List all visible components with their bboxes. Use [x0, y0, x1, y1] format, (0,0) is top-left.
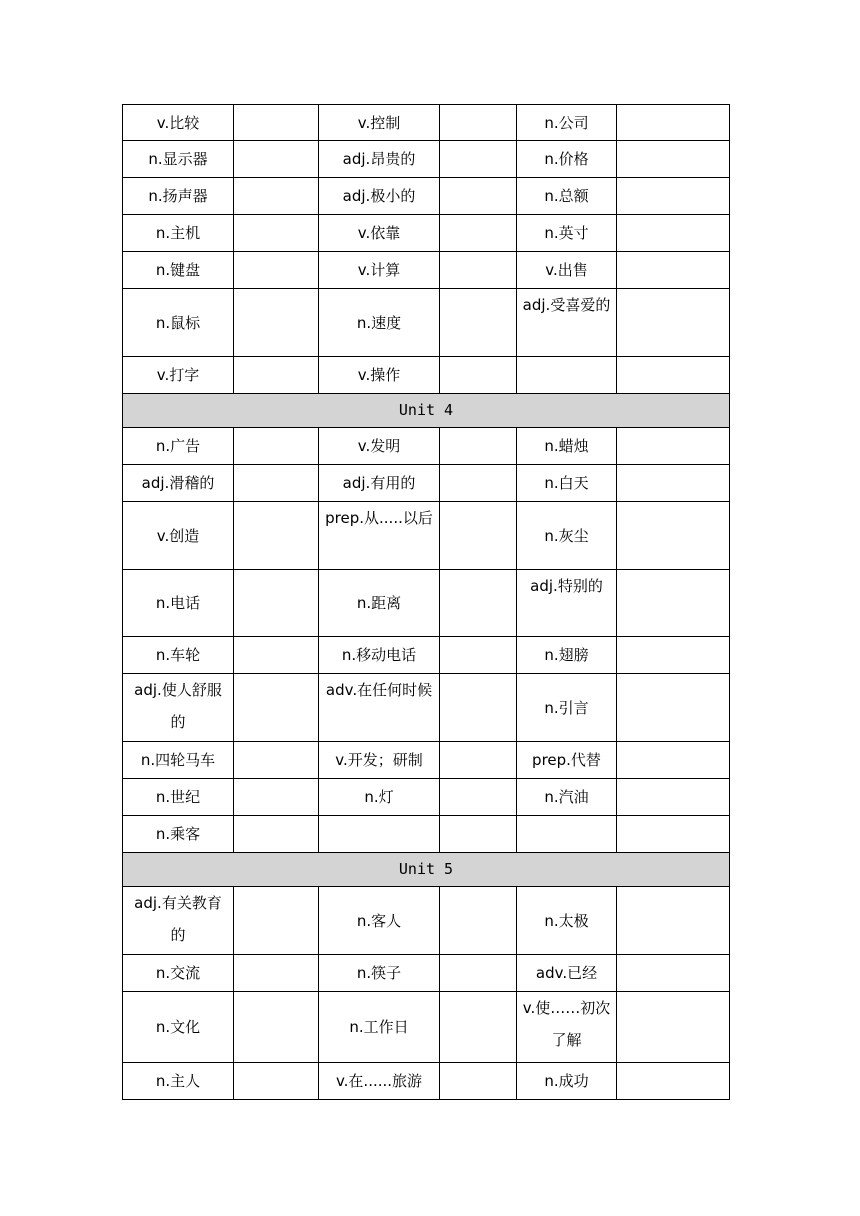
answer-blank-cell[interactable]: [234, 105, 319, 141]
word-cell: n.汽油: [517, 779, 617, 816]
answer-blank-cell[interactable]: [617, 215, 730, 252]
answer-blank-cell[interactable]: [234, 252, 319, 289]
word-cell: n.距离: [319, 570, 440, 637]
vocab-row: [123, 357, 730, 394]
unit-heading: Unit 5: [123, 853, 730, 887]
answer-blank-cell[interactable]: [440, 465, 517, 502]
answer-blank-cell[interactable]: [234, 428, 319, 465]
word-cell: v.操作: [319, 357, 440, 394]
answer-blank-cell[interactable]: [440, 674, 517, 742]
word-cell: n.文化: [123, 992, 234, 1063]
word-cell: n.蜡烛: [517, 428, 617, 465]
answer-blank-cell[interactable]: [440, 252, 517, 289]
answer-blank-cell[interactable]: [617, 141, 730, 178]
answer-blank-cell[interactable]: [234, 215, 319, 252]
answer-blank-cell[interactable]: [440, 141, 517, 178]
answer-blank-cell[interactable]: [234, 887, 319, 955]
vocab-row: [123, 742, 730, 779]
vocab-row: [123, 887, 730, 955]
word-cell: adj.滑稽的: [123, 465, 234, 502]
answer-blank-cell[interactable]: [617, 779, 730, 816]
answer-blank-cell[interactable]: [617, 742, 730, 779]
word-cell: prep.从.....以后: [319, 502, 440, 570]
word-cell: n.主人: [123, 1063, 234, 1100]
word-cell: v.在......旅游: [319, 1063, 440, 1100]
answer-blank-cell[interactable]: [440, 105, 517, 141]
answer-blank-cell[interactable]: [617, 674, 730, 742]
word-cell: n.键盘: [123, 252, 234, 289]
answer-blank-cell[interactable]: [440, 215, 517, 252]
word-cell: n.成功: [517, 1063, 617, 1100]
vocab-row: [123, 637, 730, 674]
vocab-row: [123, 289, 730, 357]
word-cell: v.打字: [123, 357, 234, 394]
answer-blank-cell[interactable]: [234, 816, 319, 853]
answer-blank-cell[interactable]: [440, 428, 517, 465]
word-cell: n.引言: [517, 674, 617, 742]
vocab-row: [123, 105, 730, 141]
answer-blank-cell[interactable]: [617, 289, 730, 357]
word-cell: v.使……初次了解: [517, 992, 617, 1063]
unit-header-row: [123, 394, 730, 428]
word-cell: v.依靠: [319, 215, 440, 252]
answer-blank-cell[interactable]: [440, 816, 517, 853]
vocab-row: [123, 570, 730, 637]
word-cell: n.显示器: [123, 141, 234, 178]
answer-blank-cell[interactable]: [617, 570, 730, 637]
word-cell: n.白天: [517, 465, 617, 502]
answer-blank-cell[interactable]: [617, 637, 730, 674]
word-cell: adj.极小的: [319, 178, 440, 215]
answer-blank-cell[interactable]: [617, 105, 730, 141]
answer-blank-cell[interactable]: [617, 502, 730, 570]
vocab-row: [123, 992, 730, 1063]
answer-blank-cell[interactable]: [440, 357, 517, 394]
word-cell: n.英寸: [517, 215, 617, 252]
vocab-row: [123, 465, 730, 502]
answer-blank-cell[interactable]: [440, 1063, 517, 1100]
answer-blank-cell[interactable]: [617, 1063, 730, 1100]
word-cell: adv.已经: [517, 955, 617, 992]
vocab-row: [123, 779, 730, 816]
vocabulary-table: [122, 104, 730, 1100]
answer-blank-cell[interactable]: [440, 955, 517, 992]
word-cell: n.灰尘: [517, 502, 617, 570]
vocab-row: [123, 1063, 730, 1100]
answer-blank-cell[interactable]: [234, 570, 319, 637]
word-cell: n.交流: [123, 955, 234, 992]
word-cell: n.总额: [517, 178, 617, 215]
word-cell: n.灯: [319, 779, 440, 816]
answer-blank-cell[interactable]: [617, 955, 730, 992]
word-cell: n.太极: [517, 887, 617, 955]
answer-blank-cell[interactable]: [440, 502, 517, 570]
unit-header-row: [123, 853, 730, 887]
word-cell: n.电话: [123, 570, 234, 637]
answer-blank-cell[interactable]: [234, 502, 319, 570]
answer-blank-cell[interactable]: [234, 141, 319, 178]
word-cell: n.速度: [319, 289, 440, 357]
word-cell: v.计算: [319, 252, 440, 289]
answer-blank-cell[interactable]: [440, 637, 517, 674]
vocab-row: [123, 502, 730, 570]
word-cell: v.创造: [123, 502, 234, 570]
word-cell: n.鼠标: [123, 289, 234, 357]
word-cell: n.扬声器: [123, 178, 234, 215]
word-cell: prep.代替: [517, 742, 617, 779]
word-cell: adj.有关教育的: [123, 887, 234, 955]
word-cell: n.工作日: [319, 992, 440, 1063]
word-cell: v.控制: [319, 105, 440, 141]
answer-blank-cell[interactable]: [440, 992, 517, 1063]
word-cell: n.筷子: [319, 955, 440, 992]
answer-blank-cell[interactable]: [234, 1063, 319, 1100]
vocab-row: [123, 428, 730, 465]
word-cell: v.出售: [517, 252, 617, 289]
answer-blank-cell[interactable]: [234, 992, 319, 1063]
vocab-row: [123, 252, 730, 289]
answer-blank-cell[interactable]: [440, 742, 517, 779]
word-cell: [319, 816, 440, 853]
word-cell: n.广告: [123, 428, 234, 465]
word-cell: adj.使人舒服的: [123, 674, 234, 742]
vocab-row: [123, 178, 730, 215]
answer-blank-cell[interactable]: [617, 887, 730, 955]
answer-blank-cell[interactable]: [617, 465, 730, 502]
unit-heading: Unit 4: [123, 394, 730, 428]
word-cell: adj.受喜爱的: [517, 289, 617, 357]
word-cell: n.车轮: [123, 637, 234, 674]
answer-blank-cell[interactable]: [234, 955, 319, 992]
word-cell: n.翅膀: [517, 637, 617, 674]
word-cell: n.客人: [319, 887, 440, 955]
word-cell: v.比较: [123, 105, 234, 141]
answer-blank-cell[interactable]: [617, 252, 730, 289]
answer-blank-cell[interactable]: [617, 178, 730, 215]
answer-blank-cell[interactable]: [440, 779, 517, 816]
vocab-row: [123, 141, 730, 178]
answer-blank-cell[interactable]: [234, 289, 319, 357]
answer-blank-cell[interactable]: [617, 428, 730, 465]
vocab-row: [123, 816, 730, 853]
word-cell: n.四轮马车: [123, 742, 234, 779]
answer-blank-cell[interactable]: [617, 357, 730, 394]
word-cell: n.移动电话: [319, 637, 440, 674]
answer-blank-cell[interactable]: [234, 779, 319, 816]
vocab-row: [123, 955, 730, 992]
answer-blank-cell[interactable]: [234, 674, 319, 742]
answer-blank-cell[interactable]: [234, 465, 319, 502]
word-cell: n.世纪: [123, 779, 234, 816]
word-cell: v.发明: [319, 428, 440, 465]
vocab-row: [123, 215, 730, 252]
answer-blank-cell[interactable]: [440, 178, 517, 215]
word-cell: [517, 816, 617, 853]
word-cell: v.开发；研制: [319, 742, 440, 779]
vocabulary-table-body: [123, 105, 730, 1100]
answer-blank-cell[interactable]: [440, 289, 517, 357]
word-cell: [517, 357, 617, 394]
answer-blank-cell[interactable]: [234, 637, 319, 674]
word-cell: adj.有用的: [319, 465, 440, 502]
answer-blank-cell[interactable]: [234, 178, 319, 215]
answer-blank-cell[interactable]: [440, 570, 517, 637]
answer-blank-cell[interactable]: [234, 742, 319, 779]
word-cell: n.公司: [517, 105, 617, 141]
word-cell: n.主机: [123, 215, 234, 252]
vocab-row: [123, 674, 730, 742]
word-cell: n.价格: [517, 141, 617, 178]
word-cell: adj.特别的: [517, 570, 617, 637]
word-cell: n.乘客: [123, 816, 234, 853]
answer-blank-cell[interactable]: [617, 992, 730, 1063]
answer-blank-cell[interactable]: [234, 357, 319, 394]
word-cell: adv.在任何时候: [319, 674, 440, 742]
answer-blank-cell[interactable]: [617, 816, 730, 853]
word-cell: adj.昂贵的: [319, 141, 440, 178]
answer-blank-cell[interactable]: [440, 887, 517, 955]
